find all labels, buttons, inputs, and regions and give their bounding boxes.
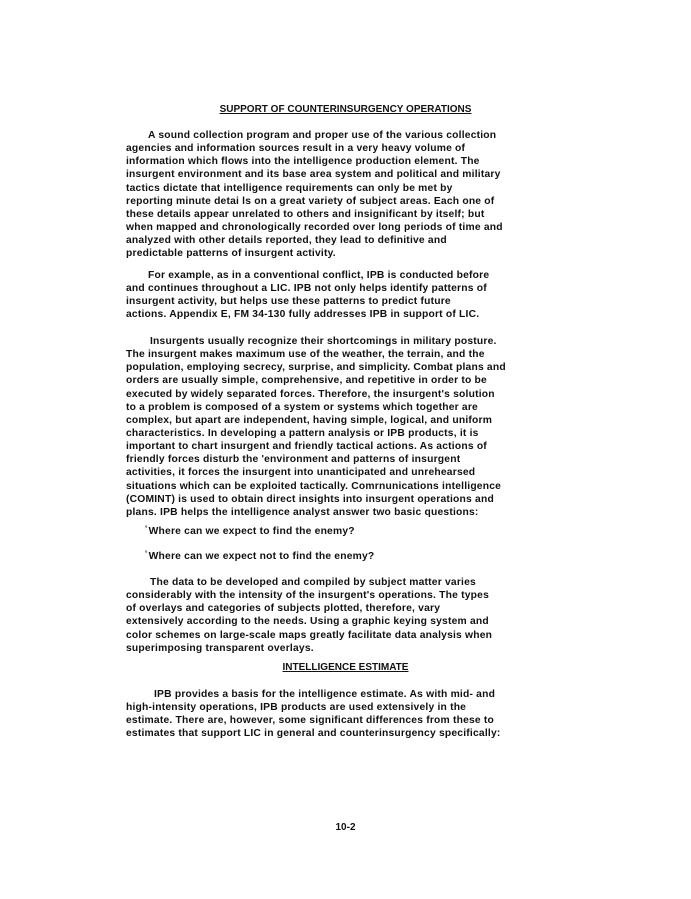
text-line: orders are usually simple, comprehensive, and repetitive in order to be: [126, 375, 487, 387]
text-line: activities, it forces the insurgent into unanticipated and unrehearsed: [126, 467, 476, 479]
text-line: insurgent activity, but helps use these patterns to predict future: [126, 296, 451, 308]
text-line: color schemes on large-scale maps greatly facilitate data analysis when: [126, 629, 493, 641]
bullet-find-enemy: [145, 526, 355, 537]
text-line: executed by widely separated forces. Therefore, the insurgent's solution: [126, 388, 495, 400]
text-line: high-intensity operations, IPB products are used extensively in the: [126, 702, 467, 714]
paragraph-insurgent-shortcomings: [126, 335, 590, 519]
text-line: plans. IPB helps the intelligence analyst answer two basic questions:: [126, 506, 479, 518]
text-line: to a problem is composed of a system or systems which together are: [126, 401, 478, 413]
text-line: analyzed with other details reported, they lead to definitive and: [126, 235, 447, 247]
paragraph-intelligence-estimate: [126, 688, 590, 741]
text-line: (COMINT) is used to obtain direct insights into insurgent operations and: [126, 493, 494, 505]
text-line: predictable patterns of insurgent activity.: [126, 248, 336, 260]
text-line: considerably with the intensity of the insurgent's operations. The types: [126, 590, 489, 602]
bullet-not-find-enemy: [145, 551, 374, 562]
text-line: extensively according to the needs. Using a graphic keying system and: [126, 616, 489, 628]
bullet-marker: °: [145, 551, 148, 557]
bullet-text: Where can we expect to find the enemy?: [148, 526, 355, 537]
text-line: reporting minute detai ls on a great variety of subject areas. Each one of: [126, 195, 495, 207]
text-line: of overlays and categories of subjects plotted, therefore, vary: [126, 603, 441, 615]
text-line: characteristics. In developing a pattern analysis or IPB products, it is: [126, 427, 479, 439]
text-line: these details appear unrelated to others and insignificant by itself; but: [126, 208, 485, 220]
bullet-marker: °: [145, 526, 148, 532]
paragraph-ipb-example: [126, 269, 590, 322]
text-line: and continues throughout a LIC. IPB not only helps identify patterns of: [126, 283, 487, 295]
text-line: population, employing secrecy, surprise, and simplicity. Combat plans and: [126, 362, 506, 374]
text-line: when mapped and chronologically recorded over long periods of time and: [126, 221, 503, 233]
text-line: IPB provides a basis for the intelligence estimate. As with mid- and: [154, 689, 496, 700]
text-line: situations which can be exploited tactically. Comrnunications intelligence: [126, 480, 502, 492]
bullet-text: Where can we expect not to find the enemy?: [148, 551, 375, 562]
text-line: The data to be developed and compiled by subject matter varies: [150, 577, 476, 588]
paragraph-data-developed: [126, 576, 590, 655]
section-heading-counterinsurgency: SUPPORT OF COUNTERINSURGENCY OPERATIONS: [219, 104, 472, 115]
text-line: friendly forces disturb the 'environment and patterns of insurgent: [126, 454, 461, 466]
text-line: Insurgents usually recognize their shortcomings in military posture.: [150, 336, 497, 347]
text-line: tactics dictate that intelligence requirements can only be met by: [126, 182, 453, 194]
text-line: superimposing transparent overlays.: [126, 642, 314, 654]
text-line: important to chart insurgent and friendly tactical actions. As actions of: [126, 441, 487, 453]
paragraph-collection-program: [126, 129, 590, 260]
text-line: estimates that support LIC in general and counterinsurgency specifically:: [126, 728, 501, 740]
text-line: complex, but apart are independent, having simple, logical, and uniform: [126, 414, 493, 426]
text-line: For example, as in a conventional conflict, IPB is conducted before: [148, 270, 490, 281]
section-heading-intelligence-estimate: INTELLIGENCE ESTIMATE: [282, 662, 409, 673]
text-line: information which flows into the intelligence production element. The: [126, 156, 480, 168]
text-line: actions. Appendix E, FM 34-130 fully addresses IPB in support of LIC.: [126, 309, 480, 321]
text-line: agencies and information sources result in a very heavy volume of: [126, 143, 466, 155]
page-number: 10-2: [335, 822, 356, 833]
text-line: insurgent environment and its base area system and political and military: [126, 169, 501, 181]
text-line: estimate. There are, however, some significant differences from these to: [126, 715, 495, 727]
text-line: The insurgent makes maximum use of the weather, the terrain, and the: [126, 349, 485, 361]
text-line: A sound collection program and proper use of the various collection: [148, 130, 497, 141]
